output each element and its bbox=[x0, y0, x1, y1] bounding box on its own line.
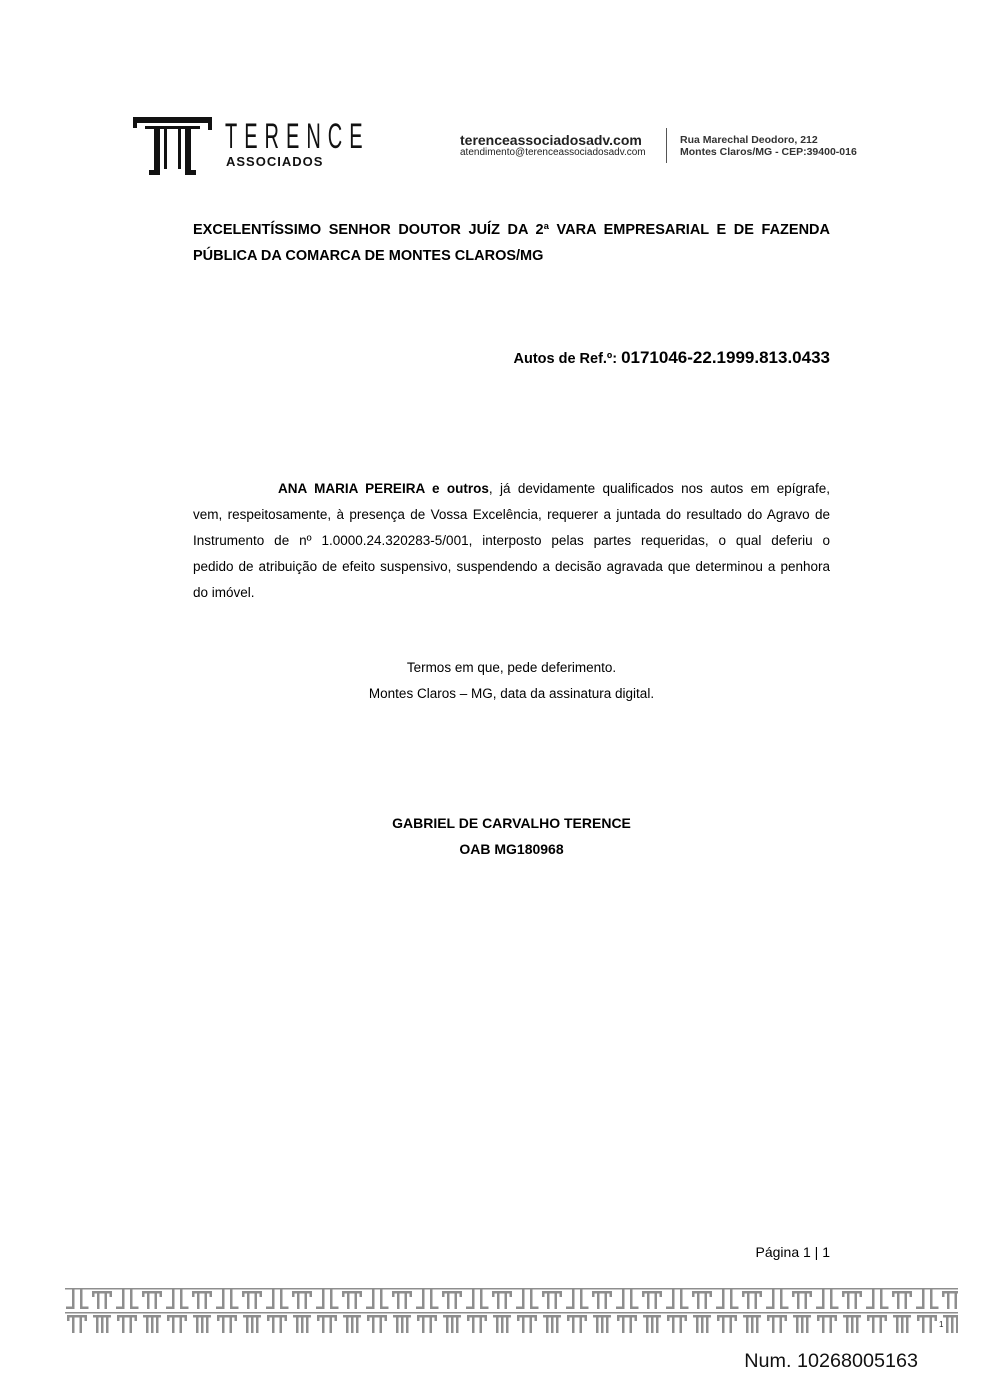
document-number: Num. 10268005163 bbox=[744, 1350, 918, 1372]
petition-paragraph bbox=[193, 476, 830, 606]
petition-line: Instrumento de nº 1.0000.24.320283-5/001, interposto pelas partes requeridas, o qual deferiu o bbox=[193, 533, 830, 548]
petition-line bbox=[193, 476, 830, 502]
terence-emblem-pattern-icon bbox=[65, 1288, 958, 1336]
logo-subtitle: ASSOCIADOS bbox=[226, 154, 324, 169]
addressee-block bbox=[193, 217, 830, 269]
header-divider bbox=[666, 128, 667, 163]
signatory-registration: OAB MG180968 bbox=[459, 841, 564, 857]
terence-emblem-icon bbox=[133, 117, 213, 177]
logo-name: TERENCE bbox=[225, 118, 370, 157]
case-reference-label: Autos de Ref.º: bbox=[513, 351, 618, 367]
website-text: terenceassociadosadv.com bbox=[460, 132, 642, 148]
case-reference-number: 0171046-22.1999.813.0433 bbox=[621, 348, 830, 367]
closing-request: Termos em que, pede deferimento. bbox=[406, 660, 617, 675]
petition-party: ANA MARIA PEREIRA e outros bbox=[278, 481, 489, 496]
address-street: Rua Marechal Deodoro, 212 bbox=[680, 134, 818, 146]
petition-line: pedido de atribuição de efeito suspensivo, suspendendo a decisão agravada que determinou a penhora bbox=[193, 559, 830, 574]
address-city: Montes Claros/MG - CEP:39400-016 bbox=[680, 146, 857, 158]
signature-block bbox=[193, 810, 830, 862]
addressee-line: PÚBLICA DA COMARCA DE MONTES CLAROS/MG bbox=[193, 248, 544, 264]
petition-line-text: , já devidamente qualificados nos autos em epígrafe, bbox=[488, 481, 830, 496]
petition-line: vem, respeitosamente, à presença de Vossa Excelência, requerer a juntada do resultado do Agravo de bbox=[193, 507, 830, 522]
email-text: atendimento@terenceassociadosadv.com bbox=[460, 147, 646, 158]
closing-place-date: Montes Claros – MG, data da assinatura digital. bbox=[368, 686, 655, 701]
petition-line: do imóvel. bbox=[193, 585, 255, 600]
addressee-line: EXCELENTÍSSIMO SENHOR DOUTOR JUÍZ DA 2ª VARA EMPRESARIAL E DE FAZENDA bbox=[193, 222, 830, 238]
page-marker: 1 bbox=[939, 1320, 944, 1329]
case-reference bbox=[193, 345, 830, 371]
signatory-name: GABRIEL DE CARVALHO TERENCE bbox=[392, 815, 631, 831]
page-number: Página 1 | 1 bbox=[755, 1244, 830, 1260]
closing-block bbox=[193, 655, 830, 707]
